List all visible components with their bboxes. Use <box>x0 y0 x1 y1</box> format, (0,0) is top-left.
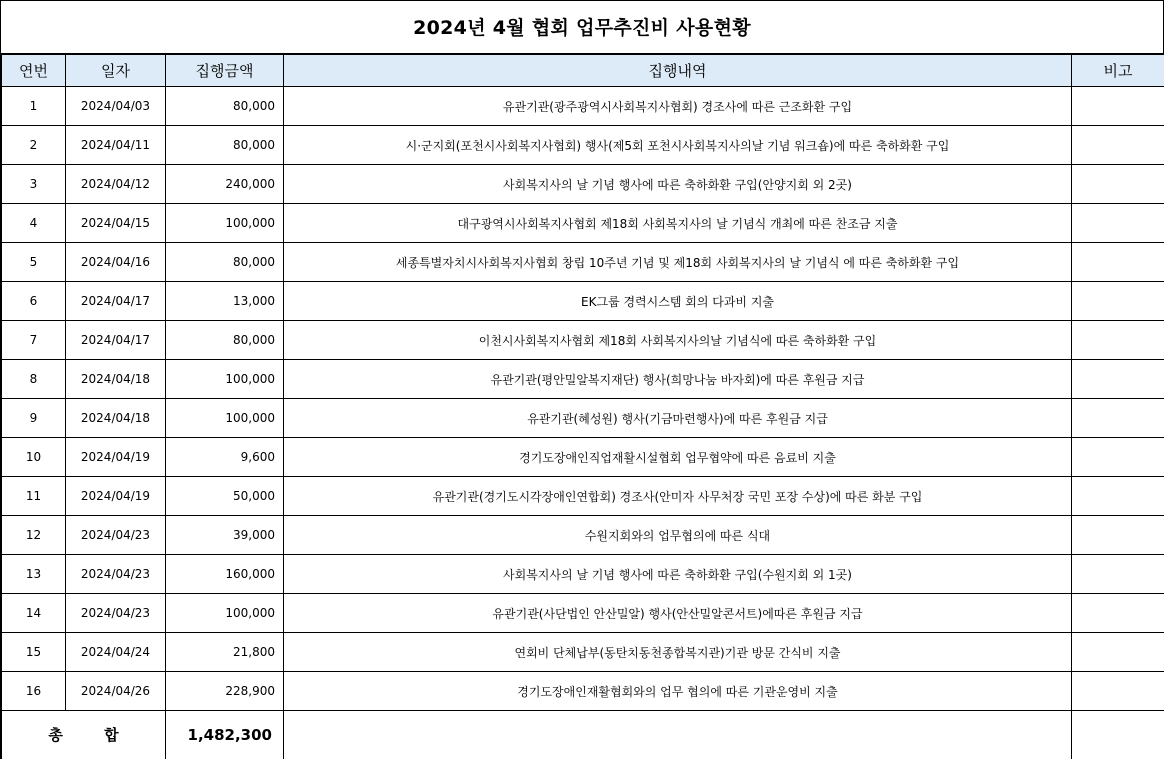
cell-detail[interactable]: 연회비 단체납부(동탄치동천종합복지관)기관 방문 간식비 지출 <box>284 633 1072 672</box>
cell-note[interactable] <box>1072 126 1164 165</box>
cell-no[interactable]: 1 <box>2 87 66 126</box>
cell-amount[interactable]: 39,000 <box>166 516 284 555</box>
cell-amount[interactable]: 240,000 <box>166 165 284 204</box>
table-row <box>2 360 1164 399</box>
cell-date[interactable]: 2024/04/11 <box>66 126 166 165</box>
cell-amount[interactable]: 80,000 <box>166 126 284 165</box>
cell-amount[interactable]: 9,600 <box>166 438 284 477</box>
total-amount[interactable]: 1,482,300 <box>166 711 284 759</box>
cell-date[interactable]: 2024/04/19 <box>66 438 166 477</box>
cell-no[interactable]: 8 <box>2 360 66 399</box>
cell-detail[interactable]: 수원지회와의 업무협의에 따른 식대 <box>284 516 1072 555</box>
cell-amount[interactable]: 100,000 <box>166 594 284 633</box>
cell-no[interactable]: 2 <box>2 126 66 165</box>
cell-note[interactable] <box>1072 516 1164 555</box>
table-row <box>2 555 1164 594</box>
table-row <box>2 516 1164 555</box>
cell-no[interactable]: 9 <box>2 399 66 438</box>
table-row <box>2 243 1164 282</box>
cell-amount[interactable]: 160,000 <box>166 555 284 594</box>
cell-note[interactable] <box>1072 633 1164 672</box>
cell-date[interactable]: 2024/04/18 <box>66 360 166 399</box>
cell-date[interactable]: 2024/04/15 <box>66 204 166 243</box>
cell-detail[interactable]: 시·군지회(포천시사회복지사협회) 행사(제5회 포천시사회복지사의날 기념 워크숍)에 따른 축하화환 구입 <box>284 126 1072 165</box>
cell-date[interactable]: 2024/04/23 <box>66 555 166 594</box>
cell-date[interactable]: 2024/04/18 <box>66 399 166 438</box>
cell-note[interactable] <box>1072 87 1164 126</box>
cell-date[interactable]: 2024/04/23 <box>66 516 166 555</box>
cell-amount[interactable]: 100,000 <box>166 204 284 243</box>
cell-note[interactable] <box>1072 282 1164 321</box>
expense-table <box>1 54 1164 759</box>
cell-note[interactable] <box>1072 165 1164 204</box>
cell-no[interactable]: 16 <box>2 672 66 711</box>
total-row <box>2 711 1164 759</box>
cell-detail[interactable]: EK그룹 경력시스템 회의 다과비 지출 <box>284 282 1072 321</box>
header-date: 일자 <box>66 55 166 87</box>
cell-date[interactable]: 2024/04/16 <box>66 243 166 282</box>
cell-note[interactable] <box>1072 360 1164 399</box>
table-row <box>2 165 1164 204</box>
cell-note[interactable] <box>1072 594 1164 633</box>
header-amount: 집행금액 <box>166 55 284 87</box>
cell-no[interactable]: 15 <box>2 633 66 672</box>
cell-date[interactable]: 2024/04/26 <box>66 672 166 711</box>
cell-date[interactable]: 2024/04/17 <box>66 321 166 360</box>
cell-date[interactable]: 2024/04/12 <box>66 165 166 204</box>
cell-amount[interactable]: 13,000 <box>166 282 284 321</box>
cell-amount[interactable]: 50,000 <box>166 477 284 516</box>
table-row <box>2 204 1164 243</box>
cell-amount[interactable]: 100,000 <box>166 360 284 399</box>
total-note-empty[interactable] <box>1072 711 1164 759</box>
cell-date[interactable]: 2024/04/03 <box>66 87 166 126</box>
cell-note[interactable] <box>1072 438 1164 477</box>
table-body <box>2 87 1164 759</box>
cell-no[interactable]: 12 <box>2 516 66 555</box>
cell-no[interactable]: 4 <box>2 204 66 243</box>
sheet-title: 2024년 4월 협회 업무추진비 사용현황 <box>1 0 1164 54</box>
table-row <box>2 282 1164 321</box>
table-row <box>2 399 1164 438</box>
cell-note[interactable] <box>1072 204 1164 243</box>
cell-detail[interactable]: 유관기관(평안밀알복지재단) 행사(희망나눔 바자회)에 따른 후원금 지급 <box>284 360 1072 399</box>
cell-detail[interactable]: 경기도장애인직업재활시설협회 업무협약에 따른 음료비 지출 <box>284 438 1072 477</box>
cell-detail[interactable]: 유관기관(혜성원) 행사(기금마련행사)에 따른 후원금 지급 <box>284 399 1072 438</box>
header-detail: 집행내역 <box>284 55 1072 87</box>
cell-detail[interactable]: 유관기관(사단법인 안산밀알) 행사(안산밀알콘서트)에따른 후원금 지급 <box>284 594 1072 633</box>
total-label[interactable]: 총 합 <box>2 711 166 759</box>
table-row <box>2 438 1164 477</box>
header-no: 연번 <box>2 55 66 87</box>
cell-detail[interactable]: 세종특별자치시사회복지사협회 창립 10주년 기념 및 제18회 사회복지사의 날 기념식 에 따른 축하화환 구입 <box>284 243 1072 282</box>
cell-no[interactable]: 14 <box>2 594 66 633</box>
cell-amount[interactable]: 21,800 <box>166 633 284 672</box>
header-row <box>2 55 1164 87</box>
cell-note[interactable] <box>1072 477 1164 516</box>
cell-detail[interactable]: 경기도장애인재활협회와의 업무 협의에 따른 기관운영비 지출 <box>284 672 1072 711</box>
cell-no[interactable]: 5 <box>2 243 66 282</box>
cell-no[interactable]: 6 <box>2 282 66 321</box>
cell-note[interactable] <box>1072 672 1164 711</box>
cell-detail[interactable]: 유관기관(광주광역시사회복지사협회) 경조사에 따른 근조화환 구입 <box>284 87 1072 126</box>
table-row <box>2 126 1164 165</box>
table-row <box>2 321 1164 360</box>
cell-no[interactable]: 10 <box>2 438 66 477</box>
table-row <box>2 87 1164 126</box>
cell-date[interactable]: 2024/04/24 <box>66 633 166 672</box>
cell-date[interactable]: 2024/04/17 <box>66 282 166 321</box>
table-row <box>2 477 1164 516</box>
cell-no[interactable]: 11 <box>2 477 66 516</box>
cell-detail[interactable]: 사회복지사의 날 기념 행사에 따른 축하화환 구입(수원지회 외 1곳) <box>284 555 1072 594</box>
cell-no[interactable]: 3 <box>2 165 66 204</box>
cell-amount[interactable]: 228,900 <box>166 672 284 711</box>
cell-detail[interactable]: 사회복지사의 날 기념 행사에 따른 축하화환 구입(안양지회 외 2곳) <box>284 165 1072 204</box>
cell-amount[interactable]: 100,000 <box>166 399 284 438</box>
cell-detail[interactable]: 이천시사회복지사협회 제18회 사회복지사의날 기념식에 따른 축하화환 구입 <box>284 321 1072 360</box>
cell-note[interactable] <box>1072 399 1164 438</box>
cell-note[interactable] <box>1072 321 1164 360</box>
cell-amount[interactable]: 80,000 <box>166 321 284 360</box>
cell-no[interactable]: 7 <box>2 321 66 360</box>
cell-date[interactable]: 2024/04/23 <box>66 594 166 633</box>
cell-note[interactable] <box>1072 555 1164 594</box>
table-row <box>2 594 1164 633</box>
total-detail-empty[interactable] <box>284 711 1072 759</box>
cell-note[interactable] <box>1072 243 1164 282</box>
cell-no[interactable]: 13 <box>2 555 66 594</box>
cell-amount[interactable]: 80,000 <box>166 87 284 126</box>
cell-detail[interactable]: 유관기관(경기도시각장애인연합회) 경조사(안미자 사무처장 국민 포장 수상)에 따른 화분 구입 <box>284 477 1072 516</box>
cell-date[interactable]: 2024/04/19 <box>66 477 166 516</box>
table-row <box>2 633 1164 672</box>
cell-amount[interactable]: 80,000 <box>166 243 284 282</box>
table-row <box>2 672 1164 711</box>
header-note: 비고 <box>1072 55 1164 87</box>
cell-detail[interactable]: 대구광역시사회복지사협회 제18회 사회복지사의 날 기념식 개최에 따른 찬조금 지출 <box>284 204 1072 243</box>
